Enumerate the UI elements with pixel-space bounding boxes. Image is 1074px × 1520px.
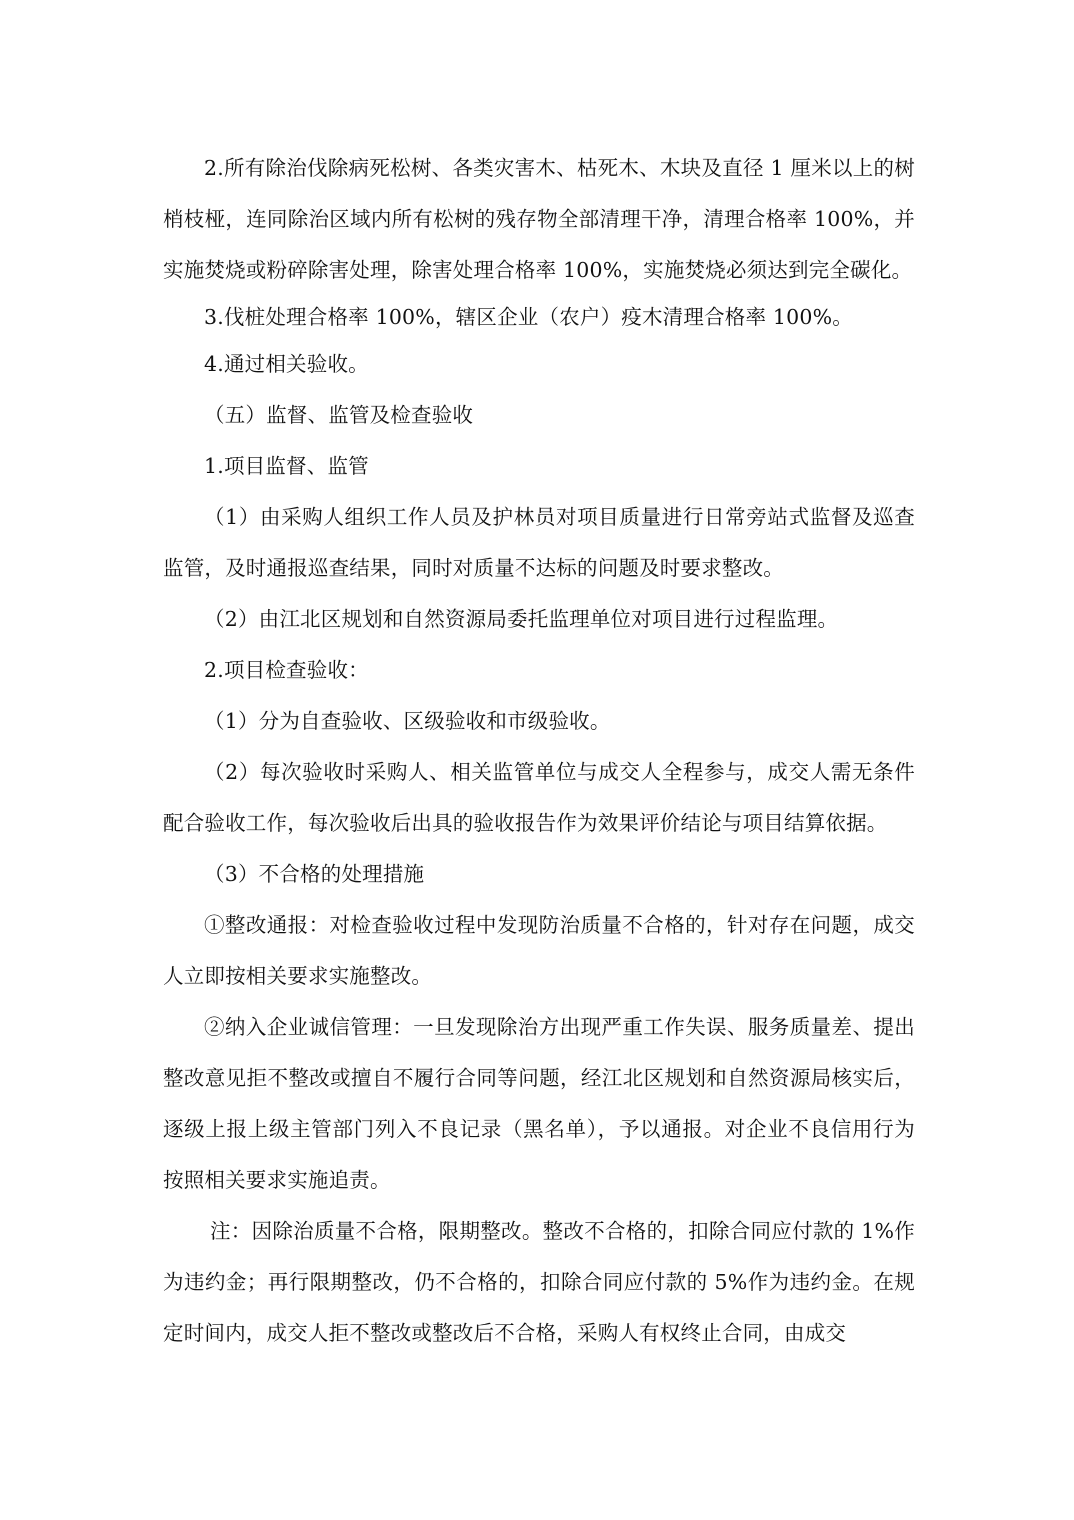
paragraph-stump-treatment-rate: 3.伐桩处理合格率 100%，辖区企业（农户）疫木清理合格率 100%。 bbox=[204, 305, 854, 329]
paragraph-acceptance-levels: （1）分为自查验收、区级验收和市级验收。 bbox=[204, 709, 611, 733]
paragraph-rectification-notice: ①整改通报：对检查验收过程中发现防治质量不合格的，针对存在问题，成交人立即按相关要求实施整改。 bbox=[163, 913, 915, 988]
paragraph-process-supervision: （2）由江北区规划和自然资源局委托监理单位对项目进行过程监理。 bbox=[204, 607, 839, 631]
paragraph-credit-management: ②纳入企业诚信管理：一旦发现除治方出现严重工作失误、服务质量差、提出整改意见拒不整改或擅自不履行合同等问题，经江北区规划和自然资源局核实后，逐级上报上级主管部门列入不良记录（黑名单），予以通报。对企业不良信用行为按照相关要求实施追责。 bbox=[163, 1015, 915, 1192]
document-body bbox=[163, 143, 915, 1359]
subheading-project-supervision: 1.项目监督、监管 bbox=[204, 454, 369, 478]
paragraph-purchaser-supervision: （1）由采购人组织工作人员及护林员对项目质量进行日常旁站式监督及巡查监管，及时通报巡查结果，同时对质量不达标的问题及时要求整改。 bbox=[163, 505, 915, 580]
subheading-nonconformity-measures: （3）不合格的处理措施 bbox=[204, 862, 425, 886]
section-heading-supervision: （五）监督、监管及检查验收 bbox=[204, 403, 474, 427]
paragraph-note-penalties: 注：因除治质量不合格，限期整改。整改不合格的，扣除合同应付款的 1%作为违约金；再行限期整改，仍不合格的，扣除合同应付款的 5%作为违约金。在规定时间内，成交人拒不整改或整改后不合格，采购人有权终止合同，由成交 bbox=[163, 1219, 915, 1345]
paragraph-cleanup-requirements: 2.所有除治伐除病死松树、各类灾害木、枯死木、木块及直径 1 厘米以上的树梢枝桠，连同除治区域内所有松树的残存物全部清理干净，清理合格率 100%，并实施焚烧或粉碎除害处理，除害处理合格率 100%，实施焚烧必须达到完全碳化。 bbox=[163, 156, 915, 282]
paragraph-pass-acceptance: 4.通过相关验收。 bbox=[204, 352, 369, 376]
paragraph-acceptance-participation: （2）每次验收时采购人、相关监管单位与成交人全程参与，成交人需无条件配合验收工作，每次验收后出具的验收报告作为效果评价结论与项目结算依据。 bbox=[163, 760, 915, 835]
subheading-project-acceptance: 2.项目检查验收： bbox=[204, 658, 369, 682]
